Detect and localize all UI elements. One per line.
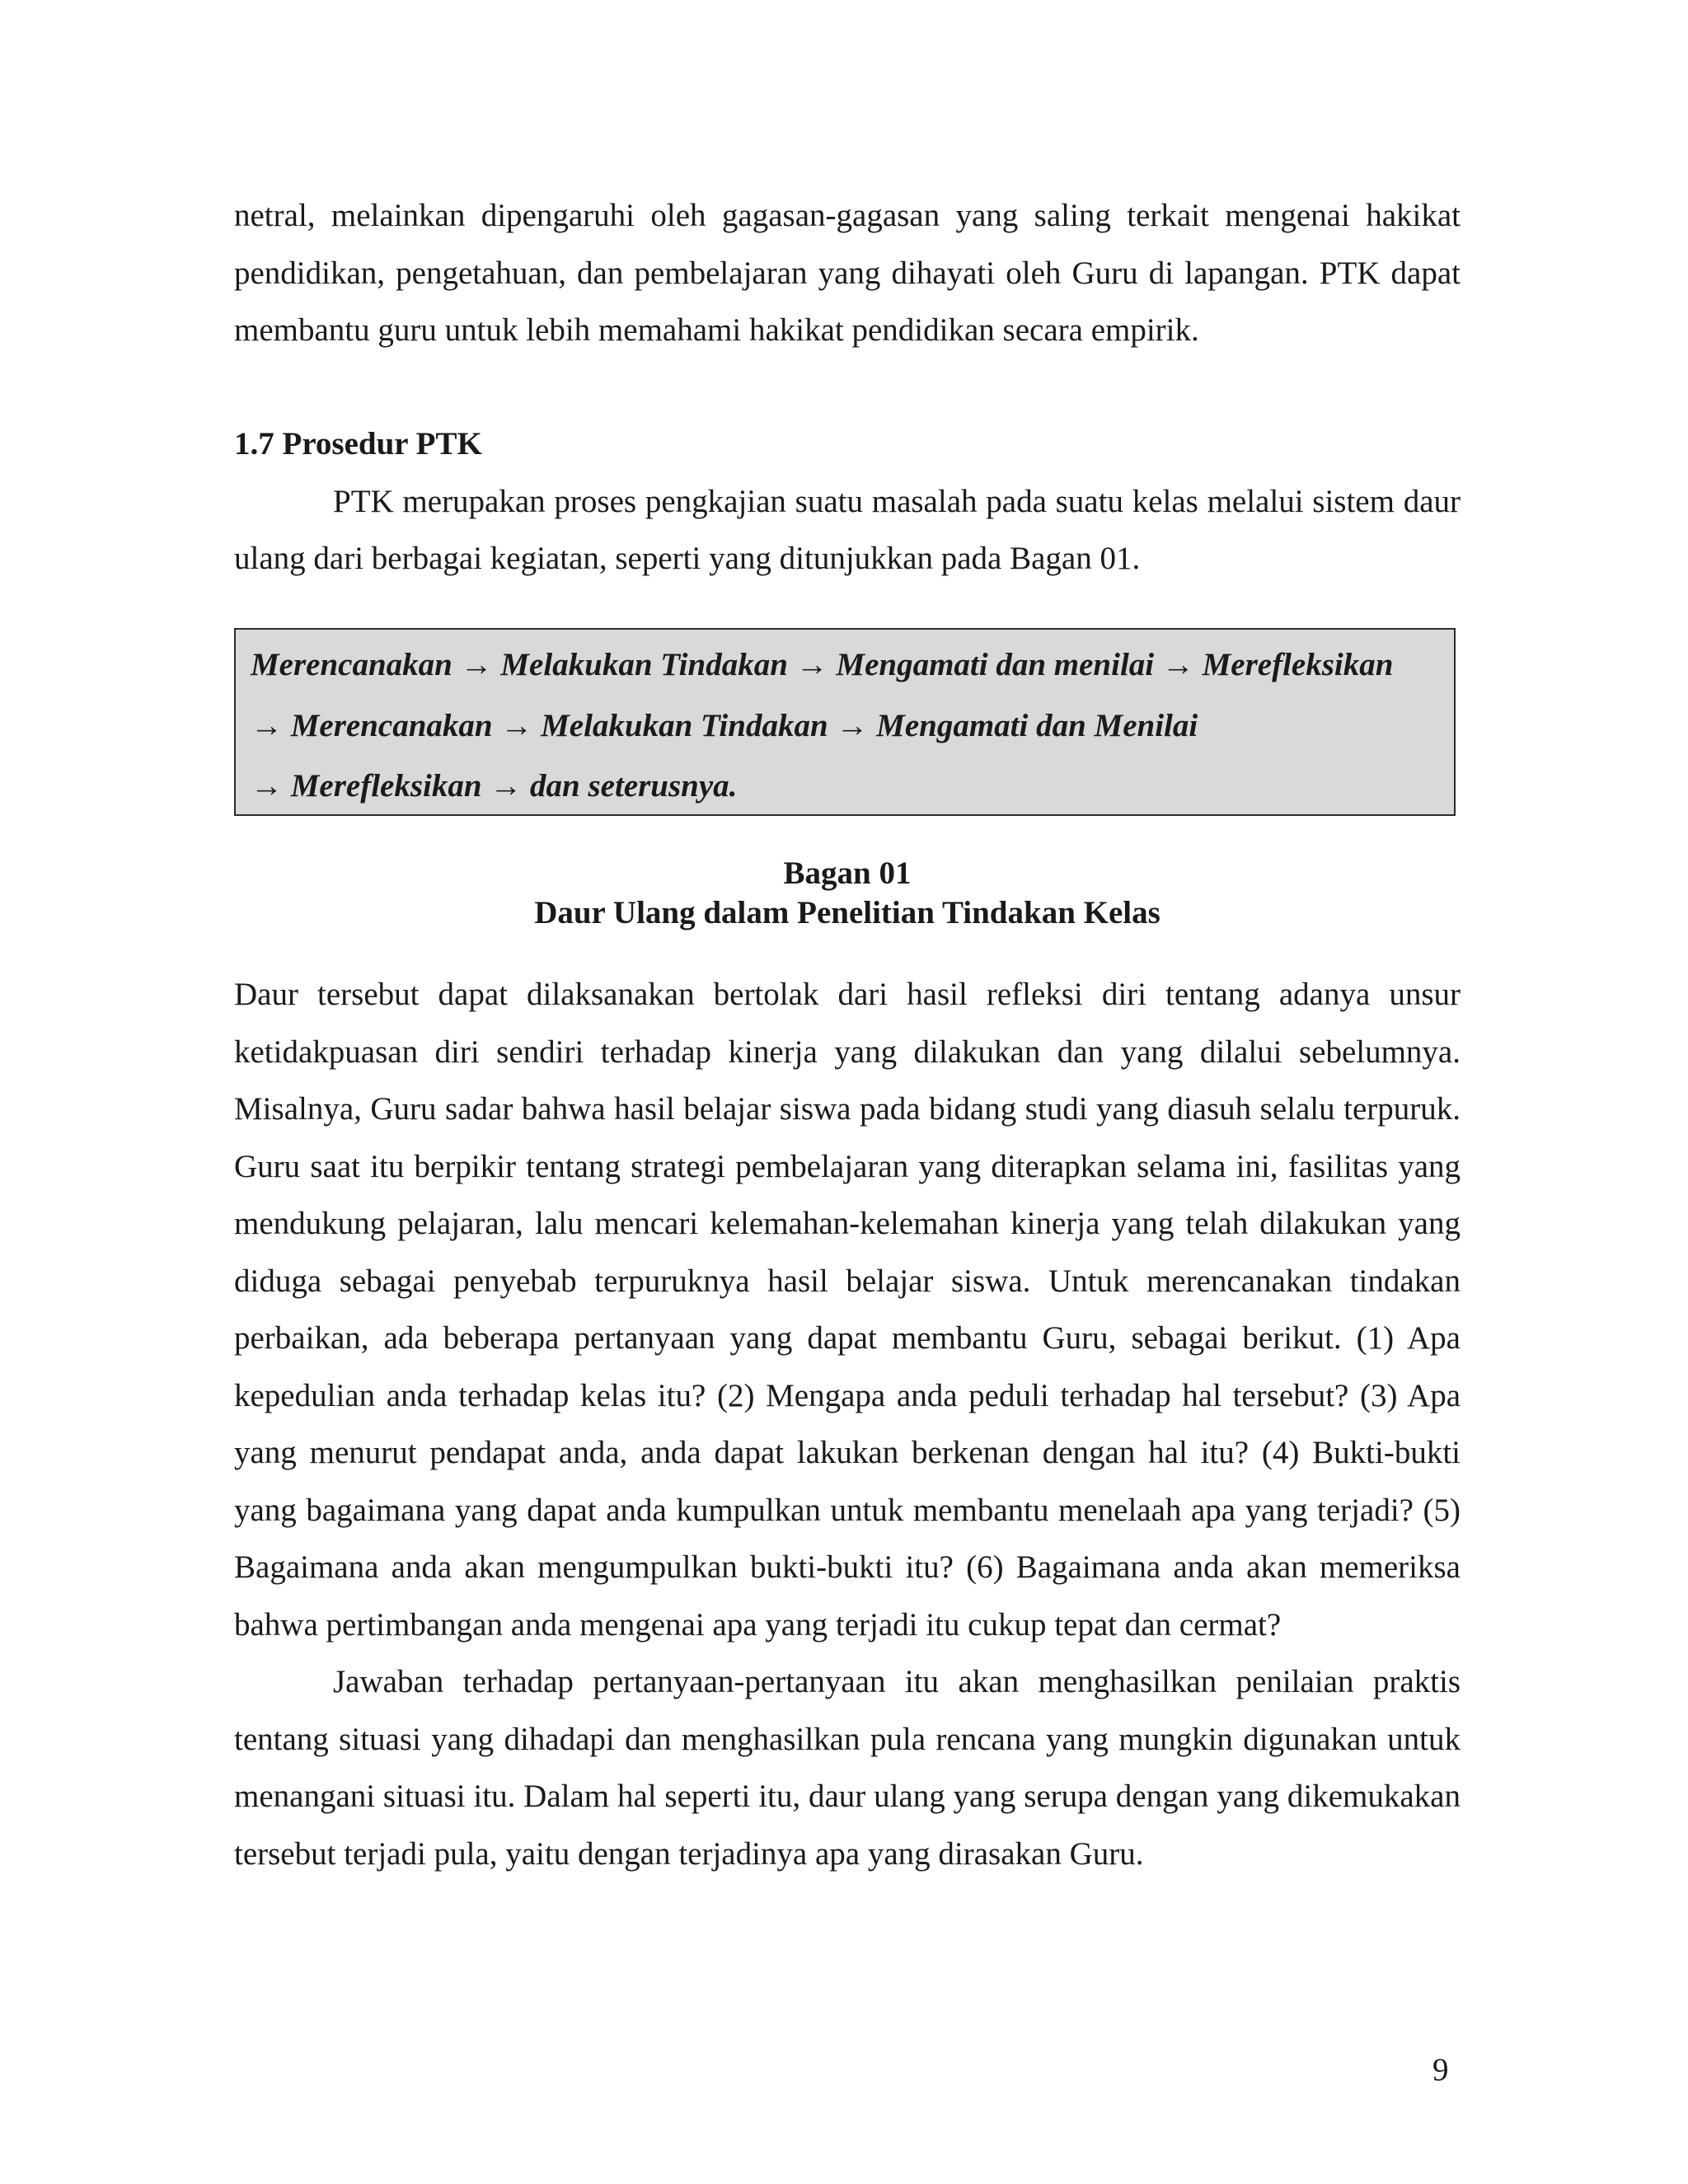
- body-paragraph-1: Daur tersebut dapat dilaksanakan bertolak dari hasil refleksi diri tentang adanya unsur ketidakpuasan diri sendiri terhadap kinerja yang dilakukan dan yang dilalui sebelumnya. Misalnya, Guru sadar bahwa hasil belajar siswa pada bidang studi yang diasuh selalu terpuruk. Guru saat itu berpikir tentang strategi pembelajaran yang diterapkan selama ini, fasilitas yang mendukung pelajaran, lalu mencari kelemahan-kelemahan kinerja yang telah dilakukan yang diduga sebagai penyebab terpuruknya hasil belajar siswa. Untuk merencanakan tindakan perbaikan, ada beberapa pertanyaan yang dapat membantu Guru, sebagai berikut. (1) Apa kepedulian anda terhadap kelas itu? (2) Mengapa anda peduli terhadap hal tersebut? (3) Apa yang menurut pendapat anda, anda dapat lakukan berkenan dengan hal itu? (4) Bukti-bukti yang bagaimana yang dapat anda kumpulkan untuk membantu menelaah apa yang terjadi? (5) Bagaimana anda akan mengumpulkan bukti-bukti itu? (6) Bagaimana anda akan memeriksa bahwa pertimbangan anda mengenai apa yang terjadi itu cukup tepat dan cermat?: [234, 977, 1461, 1643]
- intro-paragraph: netral, melainkan dipengaruhi oleh gagasan-gagasan yang saling terkait mengenai hakikat pendidikan, pengetahuan, dan pembelajaran yang dihayati oleh Guru di lapangan. PTK dapat membantu guru untuk lebih memahami hakikat pendidikan secara empirik.: [234, 198, 1461, 348]
- section-paragraph: PTK merupakan proses pengkajian suatu masalah pada suatu kelas melalui sistem daur ulang dari berbagai kegiatan, seperti yang ditunjukkan pada Bagan 01.: [234, 483, 1461, 576]
- figure-title: Daur Ulang dalam Penelitian Tindakan Kelas: [534, 895, 1160, 930]
- section-heading: 1.7 Prosedur PTK: [234, 426, 482, 462]
- section-block: [234, 415, 1461, 588]
- figure-label: Bagan 01: [783, 855, 912, 891]
- cycle-line-2: → Merencanakan → Melakukan Tindakan → Mengamati dan Menilai: [251, 707, 1198, 743]
- page-number: 9: [1432, 2052, 1449, 2088]
- figure-caption: [234, 854, 1461, 933]
- body-block: [234, 966, 1461, 1882]
- cycle-line-3: → Merefleksikan → dan seterusnya.: [251, 768, 738, 804]
- intro-block: [234, 187, 1461, 359]
- cycle-diagram-box: [234, 628, 1456, 816]
- body-paragraph-2: Jawaban terhadap pertanyaan-pertanyaan itu akan menghasilkan penilaian praktis tentang situasi yang dihadapi dan menghasilkan pula rencana yang mungkin digunakan untuk menangani situasi itu. Dalam hal seperti itu, daur ulang yang serupa dengan yang dikemukakan tersebut terjadi pula, yaitu dengan terjadinya apa yang dirasakan Guru.: [234, 1664, 1461, 1872]
- cycle-line-1: Merencanakan → Melakukan Tindakan → Mengamati dan menilai → Merefleksikan: [251, 647, 1394, 682]
